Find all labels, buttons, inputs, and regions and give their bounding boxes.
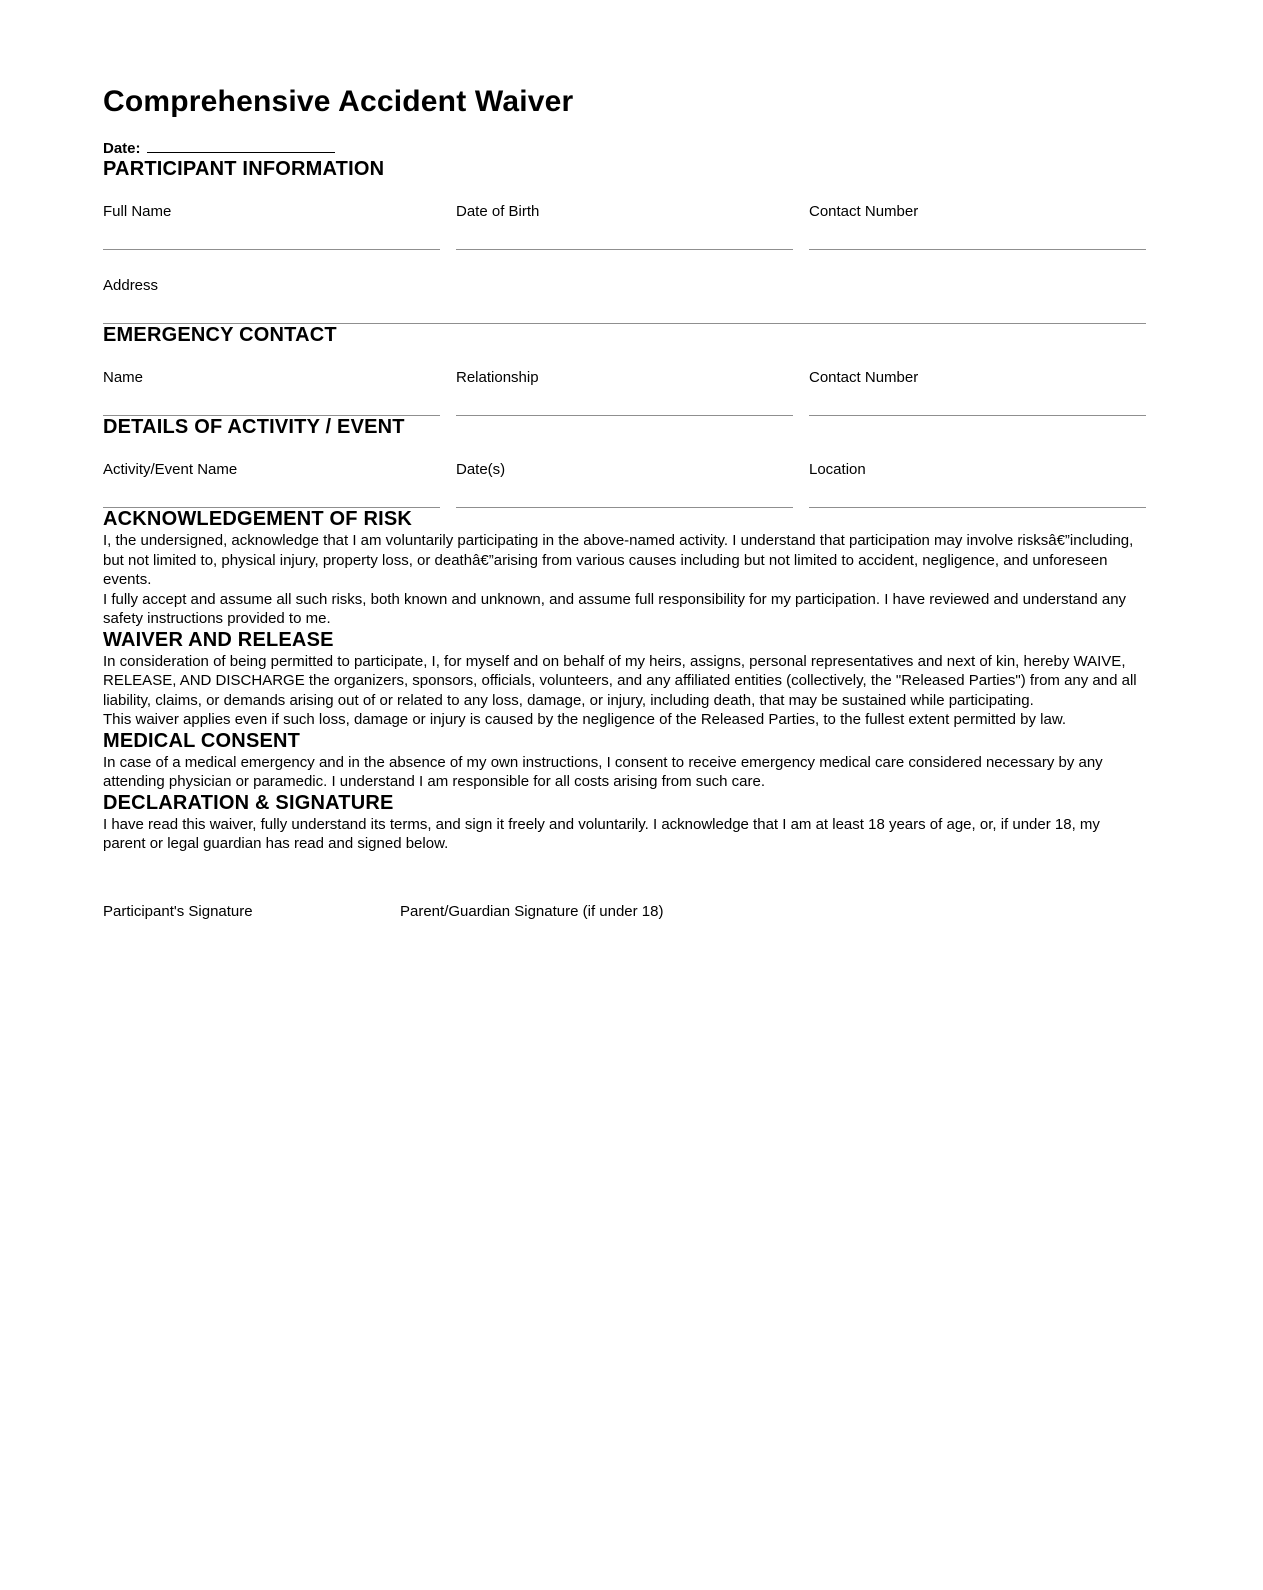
waiver-paragraph-1: In consideration of being permitted to participate, I, for myself and on behalf of my heirs, assigns, personal representatives and next of kin, hereby WAIVE, RELEASE, AND DISCHARGE the organizers, sponsors, officials, volunteers, and any affiliated entities (collectively, the "Released Parties") from any and all liability, claims, or demands arising out of or related to any loss, damage, or injury, including death, that may be sustained while participating. — [103, 652, 1137, 709]
date-of-birth-blank-line — [456, 249, 793, 250]
emergency-contact-number-label: Contact Number — [809, 369, 919, 386]
emergency-name-label: Name — [103, 369, 144, 386]
full-name-field — [103, 203, 440, 250]
signature-labels-row — [103, 903, 1146, 921]
full-name-label: Full Name — [103, 203, 172, 220]
acknowledgement-paragraph-1: I, the undersigned, acknowledge that I am voluntarily participating in the above-named activity. I understand that participation may involve risksâ€”including, but not limited to, physical injury, property loss, or deathâ€”arising from various causes including but not limited to accident, negligence, and unforeseen events. — [103, 532, 1134, 588]
emergency-relationship-field — [456, 369, 793, 416]
acknowledgement-paragraph-2: I fully accept and assume all such risks, both known and unknown, and assume full responsibility for my participation. I have reviewed and understand any safety instructions provided to me. — [103, 590, 1127, 627]
section-heading-waiver-and-release: WAIVER AND RELEASE — [103, 628, 334, 651]
document-title: Comprehensive Accident Waiver — [103, 85, 574, 118]
date-blank-line — [147, 139, 335, 153]
address-field — [103, 277, 1146, 324]
activity-dates-label: Date(s) — [456, 461, 506, 478]
emergency-contact-number-field — [809, 369, 1146, 416]
activity-name-field — [103, 461, 440, 508]
section-heading-emergency-contact: EMERGENCY CONTACT — [103, 324, 337, 346]
section-heading-medical-consent: MEDICAL CONSENT — [103, 729, 301, 752]
emergency-contact-number-blank-line — [809, 415, 1146, 416]
declaration-paragraph: I have read this waiver, fully understand its terms, and sign it freely and voluntarily. I acknowledge that I am at least 18 years of age, or, if under 18, my parent or legal guardian has read and signed below. — [103, 815, 1100, 852]
date-row — [103, 139, 1146, 158]
activity-name-label: Activity/Event Name — [103, 461, 238, 478]
date-label: Date: — [103, 140, 141, 157]
activity-location-field — [809, 461, 1146, 508]
activity-fields-row — [103, 461, 1146, 508]
participant-fields-row — [103, 203, 1146, 250]
section-heading-activity-details: DETAILS OF ACTIVITY / EVENT — [103, 416, 405, 438]
date-of-birth-field — [456, 203, 793, 250]
emergency-relationship-blank-line — [456, 415, 793, 416]
participant-signature-label: Participant's Signature — [103, 902, 253, 920]
activity-location-blank-line — [809, 507, 1146, 508]
activity-location-label: Location — [809, 461, 866, 478]
participant-contact-blank-line — [809, 249, 1146, 250]
emergency-relationship-label: Relationship — [456, 369, 539, 386]
full-name-blank-line — [103, 249, 440, 250]
parent-guardian-signature-label: Parent/Guardian Signature (if under 18) — [400, 902, 664, 920]
section-heading-acknowledgement-of-risk: ACKNOWLEDGEMENT OF RISK — [103, 508, 413, 530]
activity-dates-blank-line — [456, 507, 793, 508]
emergency-fields-row — [103, 369, 1146, 416]
emergency-name-field — [103, 369, 440, 416]
address-label: Address — [103, 277, 159, 294]
medical-consent-paragraph: In case of a medical emergency and in the absence of my own instructions, I consent to receive emergency medical care considered necessary by any attending physician or paramedic. I understand I am responsible for all costs arising from such care. — [103, 753, 1103, 790]
participant-contact-label: Contact Number — [809, 203, 919, 220]
activity-dates-field — [456, 461, 793, 508]
section-heading-participant-information: PARTICIPANT INFORMATION — [103, 158, 385, 180]
date-of-birth-label: Date of Birth — [456, 203, 540, 220]
section-heading-declaration-signature: DECLARATION & SIGNATURE — [103, 791, 394, 814]
participant-contact-field — [809, 203, 1146, 250]
waiver-paragraph-2: This waiver applies even if such loss, damage or injury is caused by the negligence of the Released Parties, to the fullest extent permitted by law. — [103, 711, 1067, 728]
